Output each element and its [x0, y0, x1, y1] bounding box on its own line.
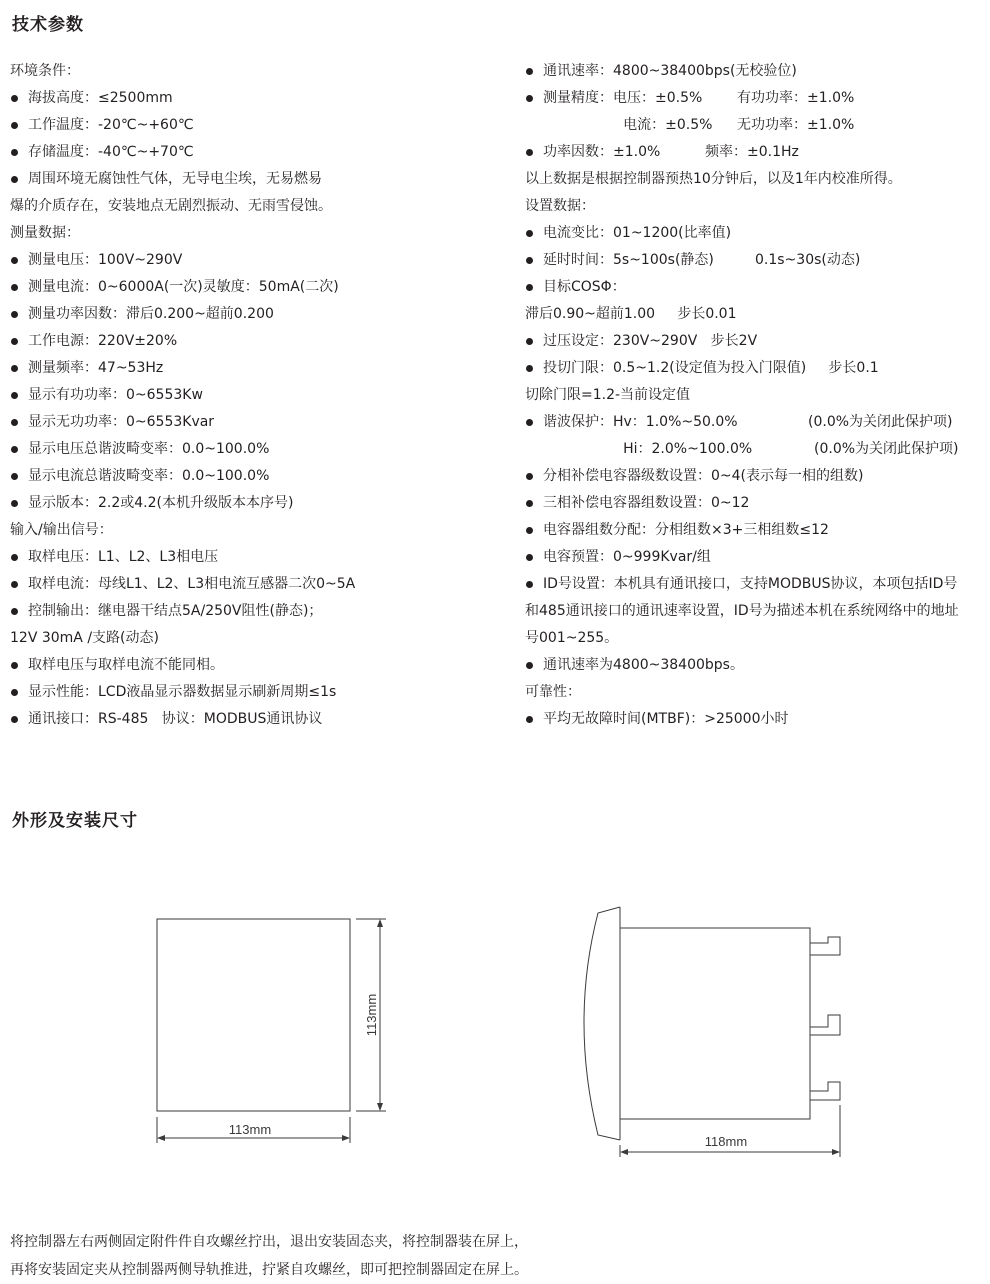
spec-line	[525, 247, 985, 274]
spec-line	[525, 517, 985, 544]
spec-line	[10, 328, 480, 355]
spec-text: 投切门限：0.5~1.2(设定值为投入门限值) 步长0.1	[543, 360, 879, 376]
spec-line	[525, 355, 985, 382]
spec-text: 环境条件：	[10, 63, 80, 79]
spec-line	[10, 274, 480, 301]
spec-line	[10, 220, 480, 247]
spec-line	[525, 85, 985, 112]
spec-text: 电流：±0.5%	[543, 117, 713, 133]
spec-line	[10, 85, 480, 112]
spec-text: 电容预置：0~999Kvar/组	[543, 549, 711, 565]
spec-text: 存储温度：-40℃~+70℃	[28, 144, 194, 160]
spec-text: 输入/输出信号：	[10, 522, 113, 538]
front-height-label: 113mm	[364, 993, 379, 1037]
spec-line	[10, 409, 480, 436]
spec-line	[10, 112, 480, 139]
spec-text: 显示性能：LCD液晶显示器数据显示刷新周期≤1s	[28, 684, 337, 700]
spec-line	[525, 544, 985, 571]
side-view-body	[620, 928, 810, 1119]
spec-line	[10, 166, 480, 193]
spec-text: 可靠性：	[525, 684, 581, 700]
spec-text: 工作温度：-20℃~+60℃	[28, 117, 194, 133]
side-view-bezel	[584, 907, 620, 1140]
front-view-outline	[157, 919, 350, 1111]
spec-text: 工作电源：220V±20%	[28, 333, 178, 349]
spec-line	[525, 382, 985, 409]
section-title-dimensions: 外形及安装尺寸	[12, 811, 138, 831]
side-depth-label: 118mm	[704, 1134, 748, 1149]
spec-text: 通讯速率为4800~38400bps。	[543, 657, 744, 673]
spec-line	[525, 463, 985, 490]
spec-text: 测量数据：	[10, 225, 80, 241]
spec-line	[10, 382, 480, 409]
spec-text: 三相补偿电容器组数设置：0~12	[543, 495, 750, 511]
instruction-line: 再将安装固定夹从控制器两侧导轨推进，拧紧自攻螺丝，即可把控制器固定在屏上。	[10, 1262, 528, 1278]
spec-text-secondary: (0.0%为关闭此保护项)	[814, 441, 959, 457]
spec-text: 测量功率因数：滞后0.200~超前0.200	[28, 306, 274, 322]
spec-line	[10, 544, 480, 571]
spec-line	[10, 490, 480, 517]
spec-line	[525, 436, 985, 463]
spec-text: 取样电流：母线L1、L2、L3相电流互感器二次0~5A	[28, 576, 356, 592]
spec-text-secondary: 频率：±0.1Hz	[705, 144, 799, 160]
spec-text-secondary: (0.0%为关闭此保护项)	[808, 414, 953, 430]
spec-line	[525, 571, 985, 598]
spec-text: 过压设定：230V~290V 步长2V	[543, 333, 758, 349]
spec-line	[525, 625, 985, 652]
spec-text: 和485通讯接口的通讯速率设置，ID号为描述本机在系统网络中的地址	[525, 603, 959, 619]
spec-line	[10, 652, 480, 679]
spec-line	[10, 58, 480, 85]
spec-text: 电流变比：01~1200(比率值)	[543, 225, 732, 241]
spec-line	[525, 166, 985, 193]
spec-text: 平均无故障时间(MTBF)：>25000小时	[543, 711, 789, 727]
spec-text-secondary: 有功功率：±1.0%	[737, 90, 855, 106]
installation-instructions	[10, 1228, 528, 1284]
spec-line	[10, 247, 480, 274]
spec-text: 通讯接口：RS-485 协议：MODBUS通讯协议	[28, 711, 323, 727]
spec-line	[525, 139, 985, 166]
spec-text: 显示电流总谐波畸变率：0.0~100.0%	[28, 468, 270, 484]
instruction-line: 将控制器左右两侧固定附件件自攻螺丝拧出，退出安装固态夹，将控制器装在屏上，	[10, 1234, 528, 1250]
spec-text: 电容器组数分配：分相组数×3+三相组数≤12	[543, 522, 829, 538]
spec-line	[525, 58, 985, 85]
spec-text: 测量精度：电压：±0.5%	[543, 90, 703, 106]
front-width-label: 113mm	[228, 1122, 272, 1137]
spec-text: 取样电压：L1、L2、L3相电压	[28, 549, 219, 565]
spec-text: 设置数据：	[525, 198, 595, 214]
spec-text: 周围环境无腐蚀性气体，无导电尘埃，无易燃易	[28, 171, 322, 187]
spec-text-secondary: 0.1s~30s(动态)	[755, 252, 861, 268]
spec-line	[525, 598, 985, 625]
spec-text: 测量频率：47~53Hz	[28, 360, 164, 376]
spec-text: 爆的介质存在，安装地点无剧烈振动、无雨雪侵蚀。	[10, 198, 332, 214]
spec-line	[525, 328, 985, 355]
spec-line	[10, 436, 480, 463]
spec-text: 目标COSΦ：	[543, 279, 626, 295]
specs-right-column	[525, 58, 985, 733]
specs-left-column	[10, 58, 480, 733]
spec-text-secondary: 无功功率：±1.0%	[737, 117, 855, 133]
spec-text: 测量电压：100V~290V	[28, 252, 183, 268]
spec-text: 显示电压总谐波畸变率：0.0~100.0%	[28, 441, 270, 457]
spec-line	[525, 490, 985, 517]
spec-line	[10, 463, 480, 490]
spec-line	[10, 706, 480, 733]
spec-text: 切除门限=1.2-当前设定值	[525, 387, 691, 403]
spec-line	[525, 301, 985, 328]
spec-line	[10, 571, 480, 598]
spec-text: 取样电压与取样电流不能同相。	[28, 657, 224, 673]
spec-text: 谐波保护：Hv：1.0%~50.0%	[543, 414, 738, 430]
spec-line	[10, 598, 480, 625]
spec-line	[10, 625, 480, 652]
spec-line	[525, 274, 985, 301]
spec-text: 显示无功功率：0~6553Kvar	[28, 414, 215, 430]
dimension-drawing	[0, 895, 990, 1225]
spec-line	[525, 652, 985, 679]
spec-line	[525, 193, 985, 220]
spec-line	[525, 409, 985, 436]
spec-text: 分相补偿电容器级数设置：0~4(表示每一相的组数)	[543, 468, 864, 484]
spec-line	[10, 679, 480, 706]
spec-line	[10, 139, 480, 166]
spec-text: 显示版本：2.2或4.2(本机升级版本本序号)	[28, 495, 294, 511]
section-title-specs: 技术参数	[12, 15, 84, 35]
spec-text: 海拔高度：≤2500mm	[28, 90, 173, 106]
spec-line	[525, 679, 985, 706]
spec-text: ID号设置：本机具有通讯接口，支持MODBUS协议，本项包括ID号	[543, 576, 958, 592]
spec-text: 以上数据是根据控制器预热10分钟后，以及1年内校准所得。	[525, 171, 902, 187]
spec-text: 测量电流：0~6000A(一次)灵敏度：50mA(二次)	[28, 279, 339, 295]
spec-text: 控制输出：继电器干结点5A/250V阻性(静态)；	[28, 603, 323, 619]
spec-line	[525, 112, 985, 139]
spec-line	[525, 706, 985, 733]
spec-line	[10, 301, 480, 328]
spec-text: Hi：2.0%~100.0%	[543, 441, 753, 457]
spec-line	[525, 220, 985, 247]
spec-line	[10, 355, 480, 382]
spec-line	[10, 193, 480, 220]
spec-text: 延时时间：5s~100s(静态)	[543, 252, 714, 268]
spec-line	[10, 517, 480, 544]
spec-text: 12V 30mA /支路(动态)	[10, 630, 159, 646]
spec-text: 滞后0.90~超前1.00 步长0.01	[525, 306, 737, 322]
spec-text: 通讯速率：4800~38400bps(无校验位)	[543, 63, 797, 79]
spec-text: 显示有功功率：0~6553Kw	[28, 387, 203, 403]
spec-text: 功率因数：±1.0%	[543, 144, 661, 160]
spec-text: 号001~255。	[525, 630, 619, 646]
